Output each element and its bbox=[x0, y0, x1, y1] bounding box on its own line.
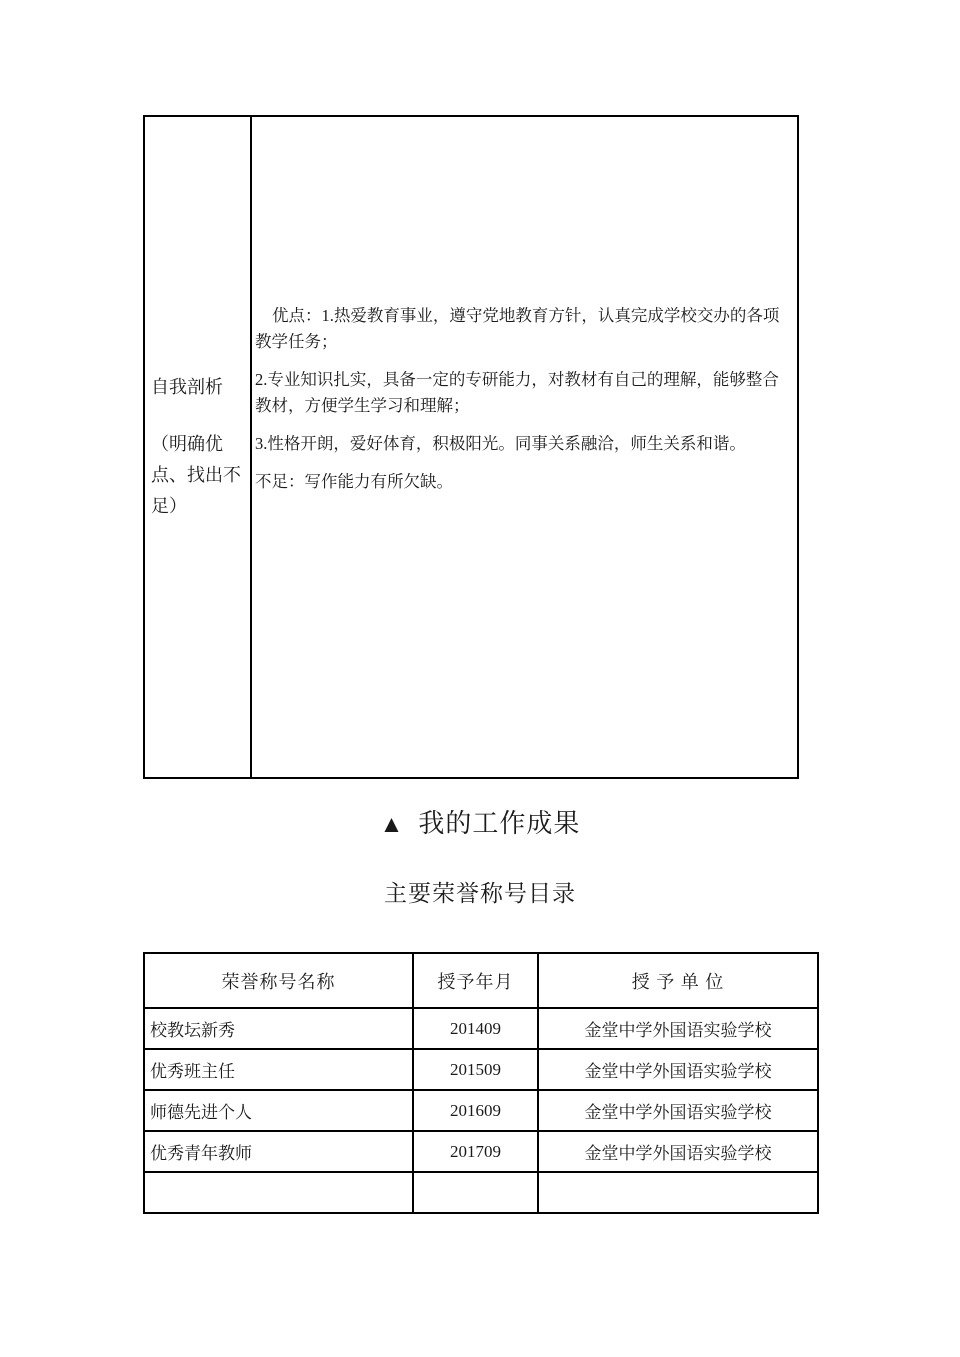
honor-name: 师德先进个人 bbox=[144, 1090, 413, 1131]
honors-table bbox=[143, 952, 819, 1214]
honors-subtitle: 主要荣誉称号目录 bbox=[384, 881, 576, 906]
award-unit: 金堂中学外国语实验学校 bbox=[538, 1131, 818, 1172]
table-row bbox=[144, 1049, 818, 1090]
award-unit: 金堂中学外国语实验学校 bbox=[538, 1090, 818, 1131]
award-date bbox=[413, 1172, 538, 1213]
header-award-unit: 授 予 单 位 bbox=[538, 953, 818, 1008]
award-date: 201509 bbox=[413, 1049, 538, 1090]
award-date: 201609 bbox=[413, 1090, 538, 1131]
table-row bbox=[144, 1008, 818, 1049]
award-unit bbox=[538, 1172, 818, 1213]
self-analysis-title: 自我剖析 bbox=[151, 377, 223, 397]
strengths-paragraph-3: 3.性格开朗，爱好体育，积极阳光。同事关系融洽，师生关系和谐。 bbox=[255, 434, 746, 453]
self-analysis-content-cell bbox=[252, 117, 797, 777]
honor-name: 优秀青年教师 bbox=[144, 1131, 413, 1172]
table-row bbox=[144, 1131, 818, 1172]
strengths-paragraph-1: 优点：1.热爱教育事业，遵守党地教育方针，认真完成学校交办的各项教学任务； bbox=[255, 306, 780, 351]
header-award-date: 授予年月 bbox=[413, 953, 538, 1008]
strengths-paragraph-2: 2.专业知识扎实，具备一定的专研能力，对教材有自己的理解，能够整合教材，方便学生学习和理解； bbox=[255, 370, 779, 415]
table-row bbox=[144, 1090, 818, 1131]
honor-name: 校教坛新秀 bbox=[144, 1008, 413, 1049]
honor-name bbox=[144, 1172, 413, 1213]
award-unit: 金堂中学外国语实验学校 bbox=[538, 1049, 818, 1090]
award-date: 201709 bbox=[413, 1131, 538, 1172]
weakness-paragraph: 不足：写作能力有所欠缺。 bbox=[255, 472, 453, 491]
self-analysis-note: （明确优点、找出不足） bbox=[151, 434, 241, 516]
self-analysis-label-cell bbox=[145, 117, 252, 777]
table-row-empty bbox=[144, 1172, 818, 1213]
honors-header-row bbox=[144, 953, 818, 1008]
award-date: 201409 bbox=[413, 1008, 538, 1049]
self-analysis-table bbox=[143, 115, 799, 779]
award-unit: 金堂中学外国语实验学校 bbox=[538, 1008, 818, 1049]
section-title-text: 我的工作成果 bbox=[418, 809, 581, 838]
section-heading bbox=[0, 808, 960, 841]
triangle-marker-icon: ▲ bbox=[379, 812, 405, 838]
header-honor-name: 荣誉称号名称 bbox=[144, 953, 413, 1008]
honor-name: 优秀班主任 bbox=[144, 1049, 413, 1090]
